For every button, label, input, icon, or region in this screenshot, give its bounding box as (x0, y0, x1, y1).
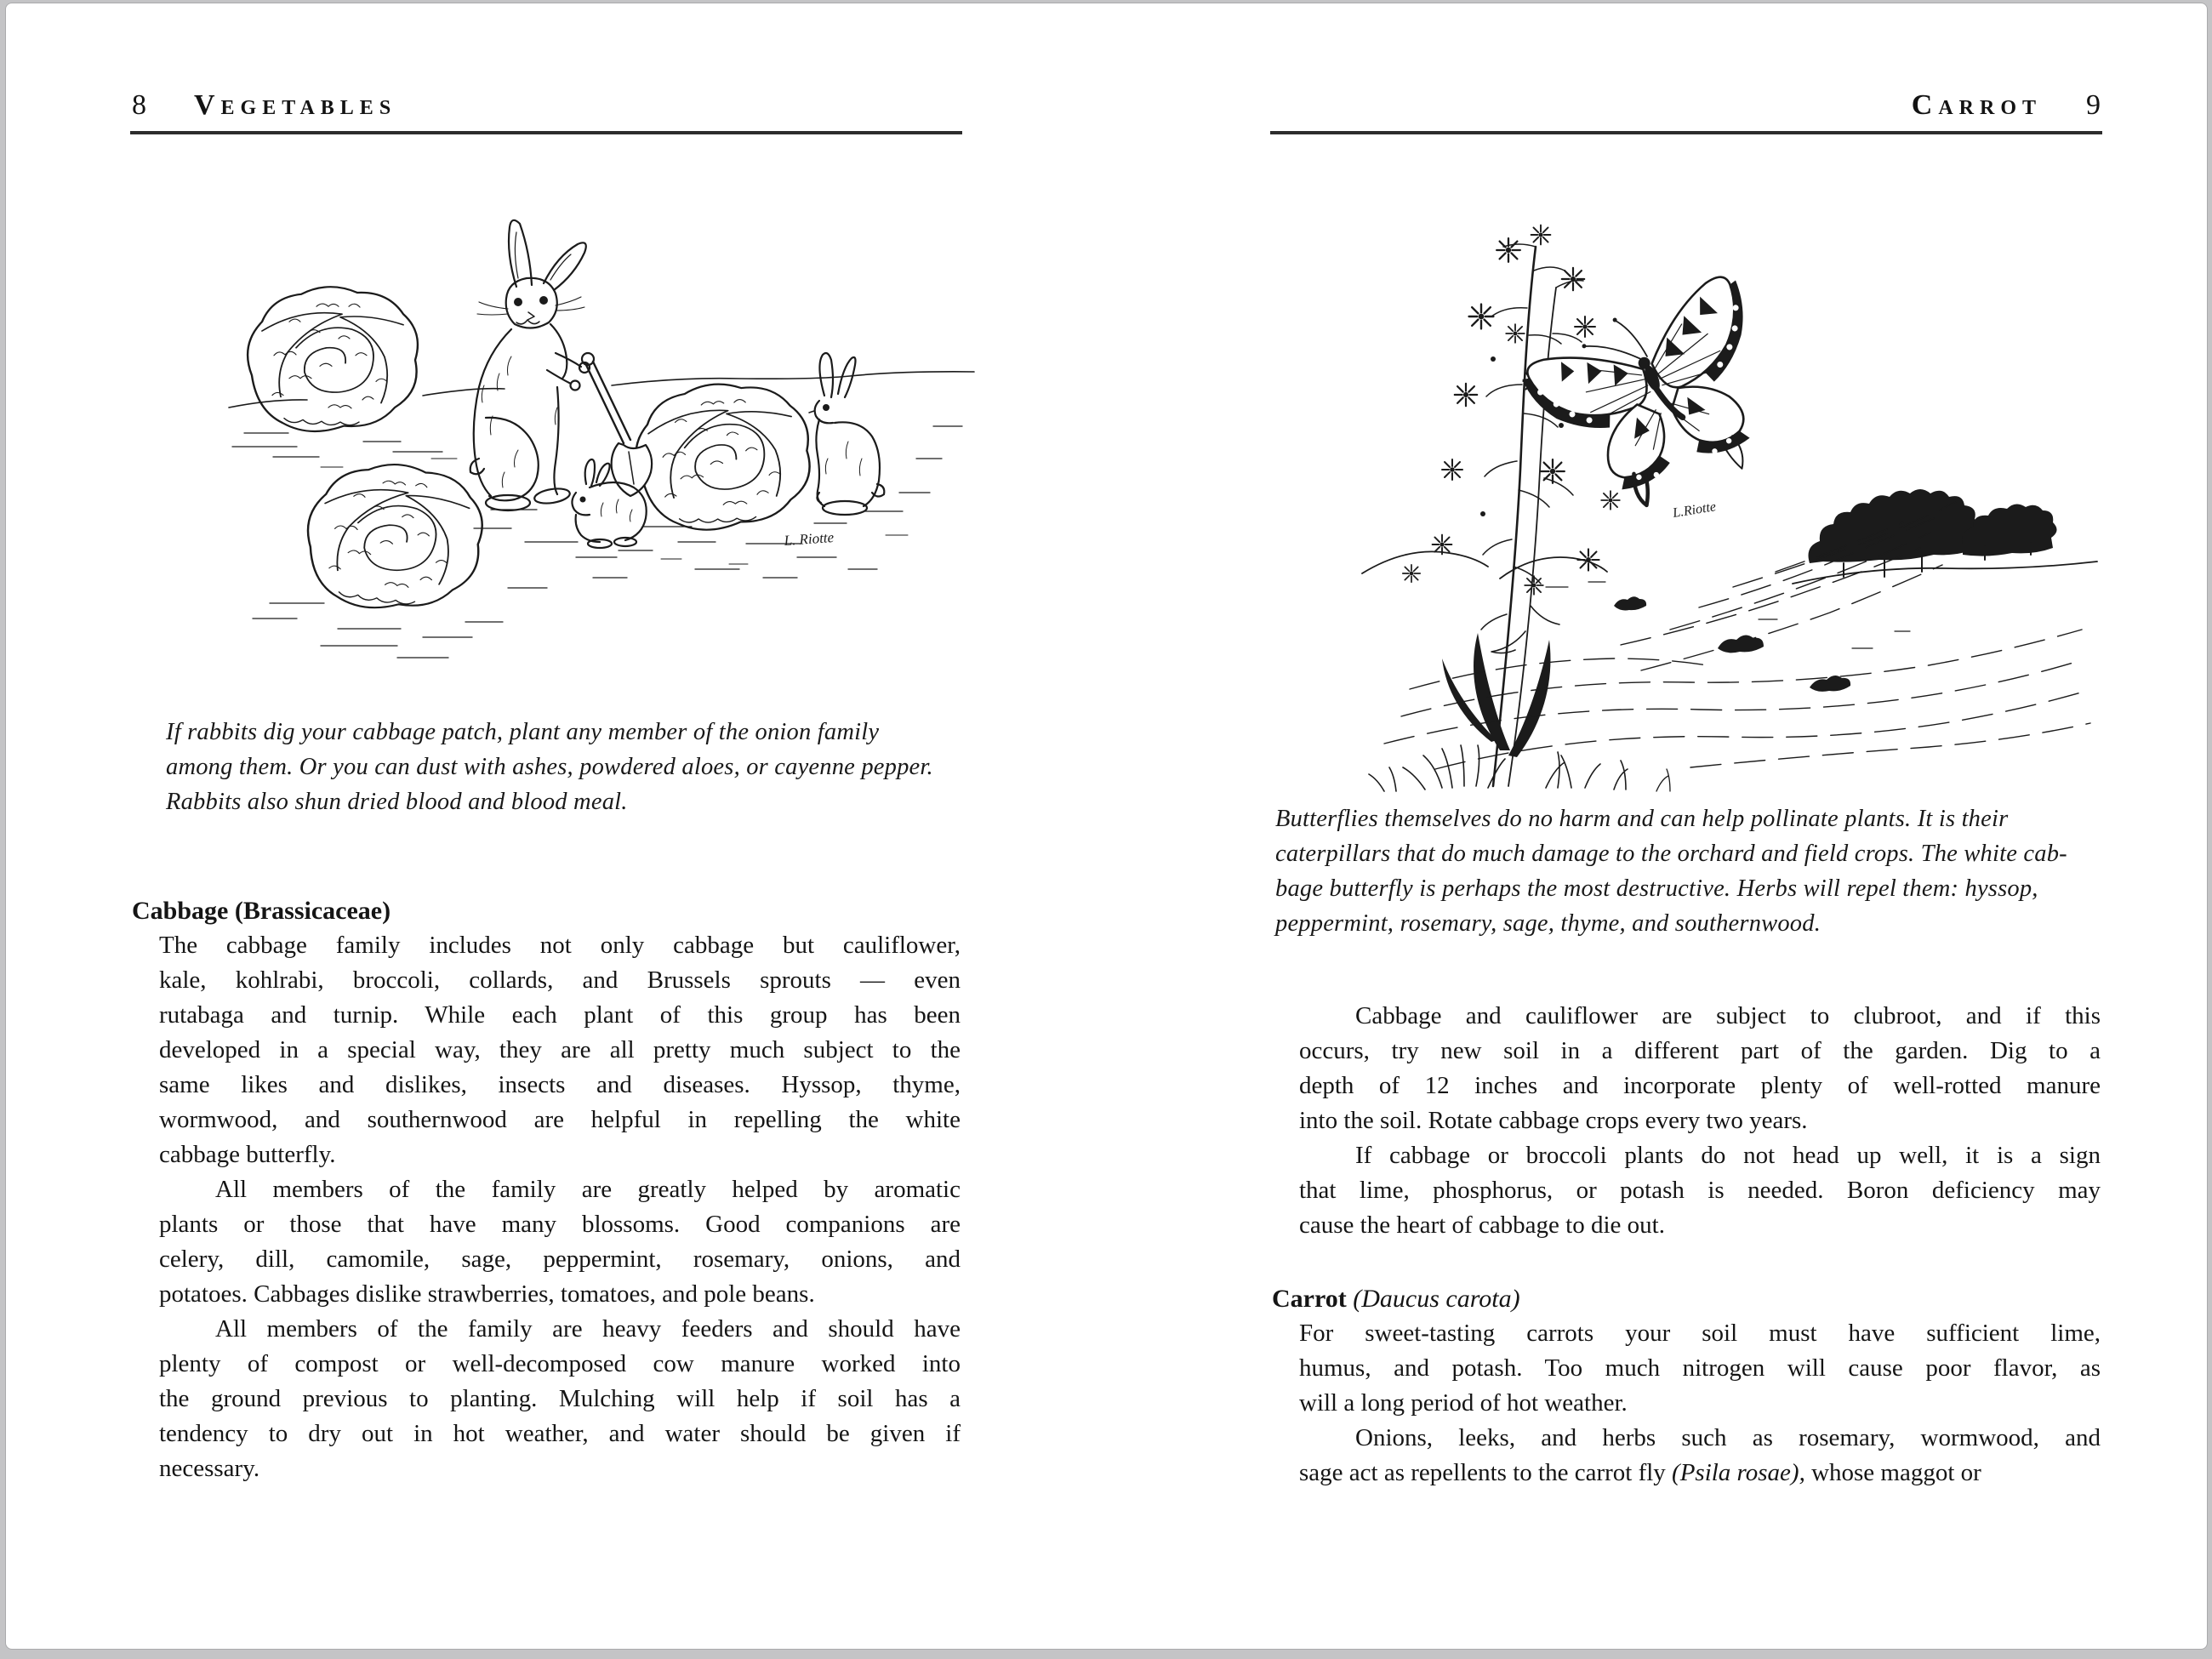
carrot-section-heading (1272, 1281, 2102, 1316)
body-line: rutabaga and turnip. While each plant of this group has been (159, 1001, 961, 1029)
carrot-heading-latin: (Daucus carota) (1353, 1285, 1520, 1313)
cabbage-lower-left (300, 459, 487, 616)
body-line: potatoes. Cabbages dislike strawberries, tomatoes, and pole beans. (159, 1280, 815, 1308)
body-line: same likes and dislikes, insects and diseases. Hyssop, thyme, (159, 1071, 961, 1098)
body-line: tendency to dry out in hot weather, and water should be given if (159, 1420, 961, 1447)
body-line: All members of the family are greatly helped by aromatic (215, 1176, 961, 1203)
left-body-text (132, 893, 962, 1486)
left-header-rule (130, 131, 962, 134)
illustration-butterfly-meadow (1333, 206, 2099, 795)
body-line: For sweet-tasting carrots your soil must have sufficient lime, (1299, 1320, 2101, 1347)
caption-line: bage butterfly is perhaps the most destructive. Herbs will repel them: hyssop, (1275, 875, 2038, 902)
cabbage-upper-left (248, 287, 418, 431)
swallowtail-butterfly (1514, 271, 1802, 533)
body-line: plenty of compost or well-decomposed cow manure worked into (159, 1350, 961, 1377)
body-line: cabbage butterfly. (159, 1141, 336, 1168)
caption-line: caterpillars that do much damage to the orchard and field crops. The white cab- (1275, 841, 2067, 867)
right-page-number: 9 (2086, 89, 2101, 121)
body-line: depth of 12 inches and incorporate plenty of well-rotted manure (1299, 1072, 2101, 1099)
right-header-rule (1270, 131, 2102, 134)
caption-line: among them. Or you can dust with ashes, powdered aloes, or cayenne pepper. (166, 754, 933, 780)
body-line: celery, dill, camomile, sage, peppermint, rosemary, onions, and (159, 1246, 961, 1273)
book-spread (6, 3, 2207, 1649)
hills-and-trees (1362, 489, 2097, 769)
cabbage-section-heading: Cabbage (Brassicaceae) (132, 897, 391, 925)
body-line: into the soil. Rotate cabbage crops every two years. (1299, 1107, 1808, 1134)
right-illustration-signature: L.Riotte (1671, 499, 1718, 521)
wildflower-plant (1403, 225, 1620, 786)
line-text: sage act as repellents to the carrot fly (1299, 1459, 1673, 1486)
right-body-text (1272, 999, 2102, 1491)
spade (582, 353, 652, 496)
right-running-head: Carrot (1911, 89, 2042, 121)
body-line: Onions, leeks, and herbs such as rosemary, wormwood, and (1355, 1424, 2101, 1451)
body-line: necessary. (159, 1455, 260, 1482)
body-line: that lime, phosphorus, or potash is needed. Boron deficiency may (1299, 1177, 2101, 1204)
caption-line: If rabbits dig your cabbage patch, plant any member of the onion family (166, 719, 880, 745)
body-line: will a long period of hot weather. (1299, 1389, 1628, 1417)
body-line: The cabbage family includes not only cabbage but cauliflower, (159, 932, 961, 959)
latin-species-name: (Psila rosae), (1672, 1459, 1805, 1486)
carrot-heading-name: Carrot (1272, 1285, 1347, 1313)
body-line: plants or those that have many blossoms. Good companions are (159, 1211, 961, 1238)
left-running-header (132, 88, 962, 123)
right-rabbit (809, 353, 884, 515)
body-line: wormwood, and southernwood are helpful in repelling the white (159, 1106, 961, 1133)
line-text: whose maggot or (1804, 1459, 1981, 1486)
right-running-header (1270, 88, 2101, 123)
big-rabbit (470, 220, 590, 510)
section-gap (1272, 1243, 2102, 1281)
body-line: If cabbage or broccoli plants do not head up well, it is a sign (1355, 1142, 2101, 1169)
body-line: the ground previous to planting. Mulching will help if soil has a (159, 1385, 961, 1412)
left-running-head: Vegetables (194, 89, 397, 121)
body-line: humus, and potash. Too much nitrogen will cause poor flavor, as (1299, 1354, 2101, 1382)
body-line: kale, kohlrabi, broccoli, collards, and Brussels sprouts — even (159, 966, 961, 994)
body-line: cause the heart of cabbage to die out. (1299, 1211, 1665, 1239)
body-line (1299, 1456, 2101, 1491)
caption-line: peppermint, rosemary, sage, thyme, and southernwood. (1275, 910, 1821, 937)
body-line: occurs, try new soil in a different part of the garden. Dig to a (1299, 1037, 2101, 1064)
caption-line: Rabbits also shun dried blood and blood meal. (166, 789, 628, 815)
left-illustration-signature: L. Riotte (783, 528, 835, 549)
left-caption (166, 715, 1000, 819)
right-caption (1275, 801, 2135, 941)
body-line: All members of the family are heavy feeders and should have (215, 1315, 961, 1343)
body-line: developed in a special way, they are all pretty much subject to the (159, 1036, 961, 1063)
caption-line: Butterflies themselves do no harm and can help pollinate plants. It is their (1275, 806, 2009, 832)
body-line: Cabbage and cauliflower are subject to clubroot, and if this (1355, 1002, 2101, 1029)
illustration-rabbits-cabbages (219, 203, 984, 697)
cabbage-right (630, 378, 817, 535)
left-page-number: 8 (132, 89, 146, 121)
